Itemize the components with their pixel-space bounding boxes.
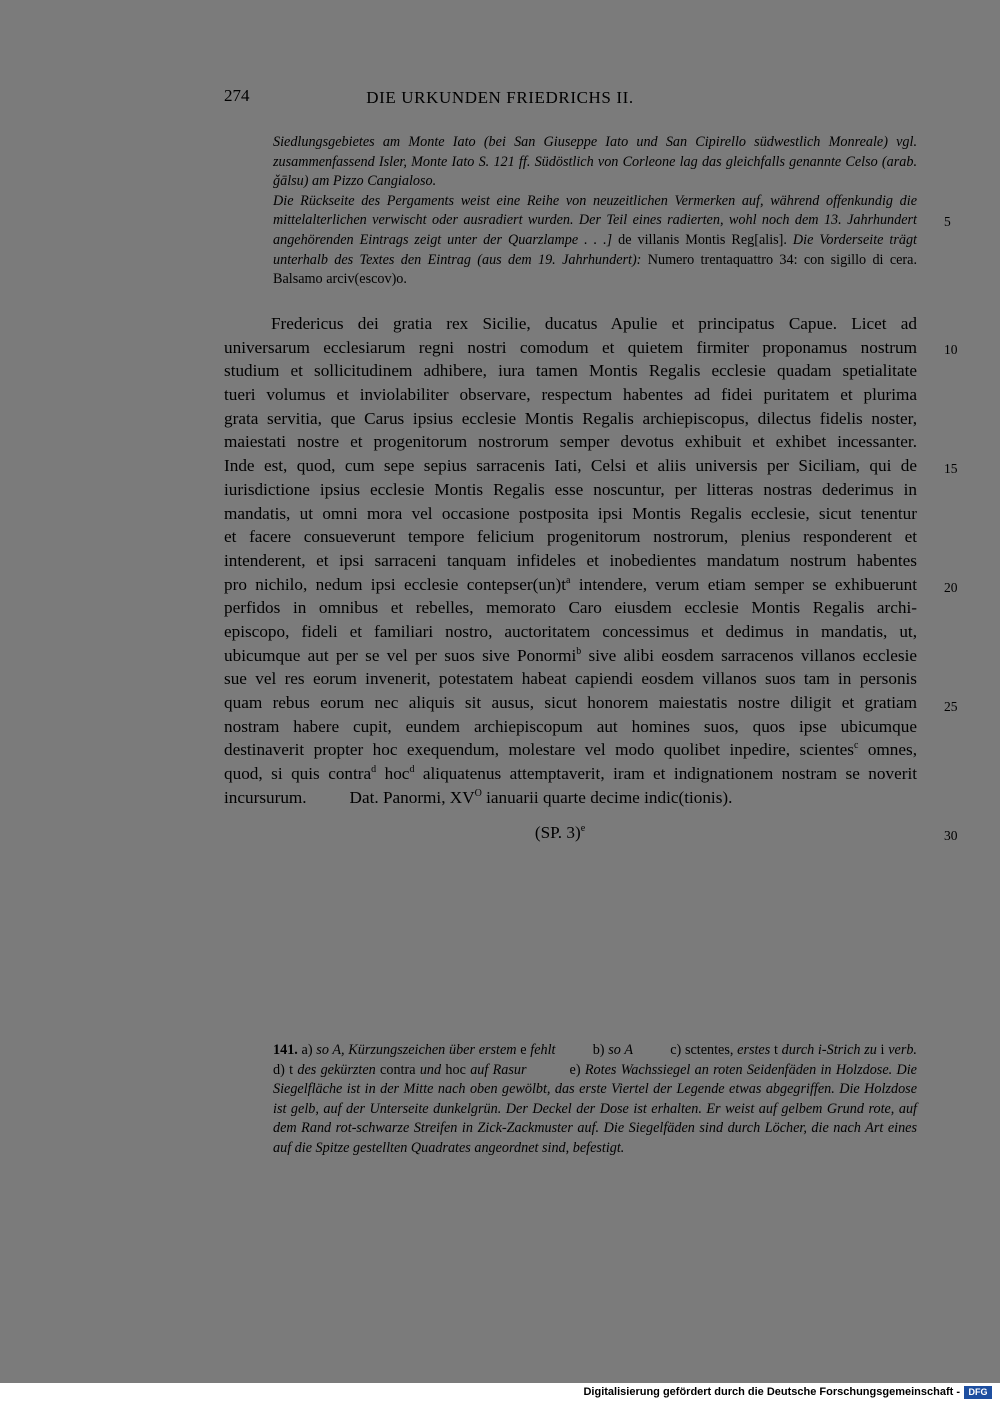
note-d-t: t	[289, 1061, 298, 1078]
text-segment: aliquatenus attemptaverit, iram et indignationem nostram se noverit	[414, 764, 917, 784]
text-line	[224, 762, 917, 786]
line-number-30: 30	[944, 828, 958, 843]
text-segment: ubicumque aut per se vel per suos sive Ponormi	[224, 645, 577, 665]
intro-p2-italic-b: Die Vorderseite trägt unterhalb des Textes den Eintrag (aus dem 19. Jahrhundert):	[273, 231, 917, 268]
note-c-roman: sctentes,	[684, 1042, 734, 1058]
text-line: intenderent, et ipsi sarraceni tanquam infideles et inobedientes mandatum nostrum habentes	[224, 550, 917, 570]
text-segment: ianuarii quarte decime indic(tionis).	[481, 787, 733, 807]
note-d-hoc: hoc	[441, 1061, 471, 1078]
superscript-o: O	[474, 787, 482, 799]
text-segment: quod, si quis contra	[224, 764, 372, 784]
seal-notation	[0, 823, 1000, 843]
note-c-text: erstes	[733, 1042, 771, 1058]
note-d-text: des gekürzten	[297, 1061, 376, 1078]
text-segment: omnes,	[858, 740, 917, 760]
text-line	[224, 738, 917, 762]
note-d-rasur: auf Rasur	[470, 1061, 527, 1078]
running-title: DIE URKUNDEN FRIEDRICHS II.	[366, 88, 634, 107]
text-line: et facere consueverunt tempore felicium progenitorum nostrorum, plenius responderent et	[224, 527, 917, 547]
footnote-mark-b: b	[576, 645, 582, 657]
note-c-t: t	[770, 1042, 782, 1058]
text-line: tueri volumus et inviolabiliter observare, respectum habentes ad fidei puritatem et plurima	[224, 385, 917, 405]
text-segment: intendere, verum etiam semper se exhibuerunt	[570, 574, 918, 594]
note-label-c: c)	[633, 1042, 685, 1058]
intro-p2-roman-a: de villanis Montis Reg[alis].	[612, 231, 787, 248]
text-line: perfidos in omnibus et rebelles, memorato Caro eiusdem ecclesie Montis Regalis archi-	[224, 598, 917, 618]
note-c-verb: verb.	[888, 1042, 917, 1058]
intro-commentary	[273, 133, 917, 290]
line-number-15: 15	[944, 461, 958, 476]
dfg-logo-icon: DFG	[964, 1386, 992, 1399]
note-label-e: e)	[526, 1061, 585, 1078]
intro-paragraph-1	[273, 133, 917, 192]
footnote-mark-a: a	[566, 574, 571, 586]
intro-p2-italic-a: Die Rückseite des Pergaments weist eine Reihe von neuzeitlichen Vermerken auf, während offenkundig die mittelalterlichen verwischt oder ausradiert wurden. Der Teil eines radierten, wohl noch dem 13. Jahrhundert angehörenden Eintrags zeigt unter der Quarzlampe . . .]	[273, 192, 917, 248]
document-main-text	[224, 312, 917, 809]
text-segment: sive alibi eosdem sarracenos villanos ecclesie	[581, 645, 917, 665]
text-line: studium et sollicitudinem adhibere, iura tamen Montis Regalis ecclesie quadam spetialitate	[224, 361, 917, 381]
text-line	[224, 786, 917, 810]
note-a-fehlt: fehlt	[530, 1042, 556, 1058]
intro-p1-text: Siedlungsgebietes am Monte Iato (bei San Giuseppe Iato und San Cipirello südwestlich Monreale) vgl. zusammenfassend Isler, Monte Iato S. 121 ff. Südöstlich von Corleone lag das gleichfalls genannte Celso (arab. ǧālsu) am Pizzo Cangialoso.	[273, 134, 917, 190]
text-line: iurisdictione ipsius ecclesie Montis Regalis esse noscuntur, per litteras nostras dederimus in	[224, 479, 917, 499]
text-line	[224, 573, 917, 597]
footnote-mark-d: d	[371, 764, 377, 776]
note-e-text: Rotes Wachssiegel an roten Seidenfäden in Holzdose. Die Siegelfläche ist in der Mitte nach oben gewölbt, das erste Viertel der Legende etwas abgegriffen. Die Holzdose ist gelb, auf der Unterseite dunkelgrün. Der Deckel der Dose ist erhalten. Er weist auf gelbem Grund rote, auf dem Rand rot-schwarze Streifen in Zick-Zackmuster auf. Die Siegelfäden sind durch Löcher, die nach Art eines auf die Spitze gestellten Quadrates angeordnet sind, befestigt.	[273, 1061, 921, 1156]
footnote-mark-d: d	[409, 764, 415, 776]
note-a-e: e	[516, 1042, 531, 1058]
note-c-i: i	[876, 1042, 889, 1058]
text-line: universarum ecclesiarum regni nostri comodum et quietem firmiter proponamus nostrum	[224, 337, 917, 357]
text-line	[224, 644, 917, 668]
line-number-20: 20	[944, 580, 958, 595]
text-line: episcopo, fideli et familiari nostro, auctoritatem concessimus et dedimus in mandatis, ut,	[224, 621, 917, 641]
footnote-mark-c: c	[853, 740, 859, 752]
note-d-contra: contra	[375, 1061, 420, 1078]
note-c-text2: durch i-Strich zu	[781, 1042, 877, 1058]
note-label-a: a)	[297, 1042, 317, 1058]
note-d-und: und	[419, 1061, 442, 1078]
text-line: sue vel res eorum invenerit, potestatem habeat capiendi eosdem villanos suos tam in personis	[224, 669, 917, 689]
text-line: Fredericus dei gratia rex Sicilie, ducatus Apulie et principatus Capue. Licet ad	[271, 314, 917, 333]
footer-credit: Digitalisierung gefördert durch die Deutsche Forschungsgemeinschaft -	[583, 1386, 960, 1398]
line-number-25: 25	[944, 699, 958, 714]
note-b-text: so A	[608, 1042, 633, 1058]
text-segment: hoc	[376, 764, 410, 784]
text-segment: incursurum. Dat. Panormi, XV	[224, 787, 475, 807]
intro-paragraph-2	[273, 192, 917, 290]
intro-p2-roman-b: Numero trentaquattro 34: con sigillo di cera. Balsamo arciv(escov)o.	[273, 251, 917, 288]
line-number-5: 5	[944, 214, 951, 229]
line-number-10: 10	[944, 342, 958, 357]
footnote-mark-e: e	[580, 823, 586, 834]
text-line: mandatis, ut omni mora vel occasione postposita ipsi Montis Regalis ecclesie, sicut tenentur	[224, 503, 917, 523]
document-number: 141.	[273, 1042, 298, 1058]
note-a-text: so A, Kürzungszeichen über erstem	[316, 1042, 517, 1058]
text-line: maiestati nostre et progenitorum nostrorum semper devotus exhibuit et exhibet incessanter.	[224, 432, 917, 452]
footnotes	[273, 1041, 953, 1158]
text-line: nostram habere cupit, eundem archiepiscopum aut homines suos, quos ipse ubicumque	[224, 716, 917, 736]
note-label-d: d)	[273, 1042, 953, 1078]
text-line: Inde est, quod, cum sepe sepius sarracenis Iati, Celsi et aliis universis per Siciliam, qui de	[224, 456, 917, 476]
text-segment: pro nichilo, nedum ipsi ecclesie contepser(un)t	[224, 574, 567, 594]
note-label-b: b)	[555, 1042, 609, 1058]
seal-text: (SP. 3)	[534, 823, 581, 842]
text-line: grata servitia, que Carus ipsius ecclesie Montis Regalis archiepiscopus, dilectus fidelis noster,	[224, 408, 917, 428]
text-segment: destinaverit propter hoc exequendum, molestare vel modo quolibet inpedire, scientes	[224, 740, 854, 760]
page-number: 274	[224, 86, 250, 105]
text-line: quam rebus eorum nec aliquis sit ausus, sicut honorem maiestatis nostre diligit et gratiam	[224, 693, 917, 712]
